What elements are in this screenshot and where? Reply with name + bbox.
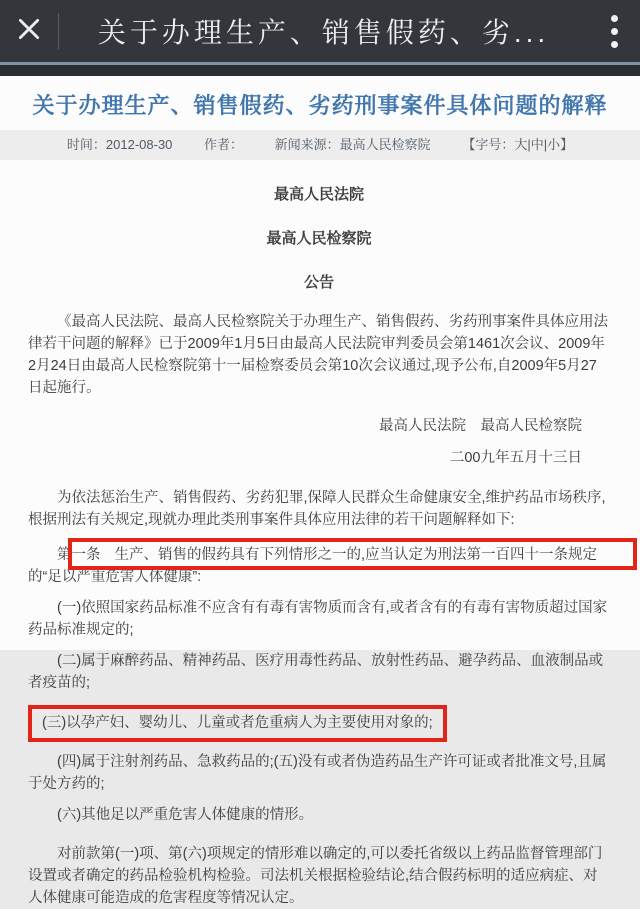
- list-item-4: (四)属于注射剂药品、急救药品的;(五)没有或者伪造药品生产许可证或者批准文号,且属于处方药的;: [28, 754, 607, 792]
- list-item-5: (六)其他足以严重危害人体健康的情形。: [57, 807, 314, 823]
- navbar: [0, 0, 640, 62]
- more-menu-button[interactable]: [588, 15, 640, 48]
- issuing-org-2: 最高人民检察院: [266, 230, 372, 247]
- navbar-shadow: [0, 65, 640, 76]
- signature-organizations: 最高人民法院 最高人民检察院: [379, 418, 582, 434]
- article-1-label: 第一条: [57, 547, 101, 563]
- highlight-box-item-3: (三)以孕产妇、婴幼儿、儿童或者危重病人为主要使用对象的;: [28, 705, 447, 742]
- article-1-text: 生产、销售的假药具有下列情形之一的,应当认定为刑法第一百四十一条规定的“足以严重危害人体健康”:: [28, 547, 598, 585]
- list-item-1: (一)依照国家药品标准不应含有有毒有害物质而含有,或者含有的有毒有害物质超过国家药品标准规定的;: [28, 600, 608, 638]
- meta-time: 时间：2012-08-30: [66, 137, 173, 152]
- issuing-org-1: 最高人民法院: [273, 186, 364, 203]
- font-size-switcher[interactable]: 【字号：大|中|小】: [462, 137, 574, 152]
- page-title: 关于办理生产、销售假药、劣药刑事案件具体问题的解释: [32, 93, 608, 118]
- close-button[interactable]: [0, 16, 58, 47]
- intro-paragraph: 为依法惩治生产、销售假药、劣药犯罪,保障人民群众生命健康安全,维护药品市场秩序,根据刑法有关规定,现就办理此类刑事案件具体应用法律的若干问题解释如下:: [28, 490, 606, 528]
- article-body: [0, 184, 640, 909]
- kebab-menu-icon: [611, 15, 618, 48]
- meta-author: 作者：: [204, 137, 244, 152]
- signature-date: 二00九年五月十三日: [449, 450, 582, 466]
- announcement-paragraph: 《最高人民法院、最高人民检察院关于办理生产、销售假药、劣药刑事案件具体应用法律若干问题的解释》已于2009年1月5日由最高人民法院审判委员会第1461次会议、2009年2月24日由最高人民检察院第十一届检察委员会第10次会议通过,现予公布,自2009年5月27日起施行。: [28, 314, 608, 396]
- navbar-title: 关于办理生产、销售假药、劣...: [97, 17, 550, 48]
- list-item-2: (二)属于麻醉药品、精神药品、医疗用毒性药品、放射性药品、避孕药品、血液制品或者疫苗的;: [28, 653, 604, 691]
- notice-title: 公告: [303, 274, 334, 291]
- article-meta-bar: [0, 130, 640, 160]
- article-1-paragraph: [28, 544, 610, 588]
- close-icon: [16, 16, 42, 47]
- closing-paragraph: 对前款第(一)项、第(六)项规定的情形难以确定的,可以委托省级以上药品监督管理部门设置或者确定的药品检验机构检验。司法机关根据检验结论,结合假药标明的适应病症、对人体健康可能造成的危害程度等情况认定。: [28, 846, 603, 906]
- list-item-3: [28, 705, 610, 742]
- meta-source: 新闻来源：最高人民检察院: [274, 137, 431, 152]
